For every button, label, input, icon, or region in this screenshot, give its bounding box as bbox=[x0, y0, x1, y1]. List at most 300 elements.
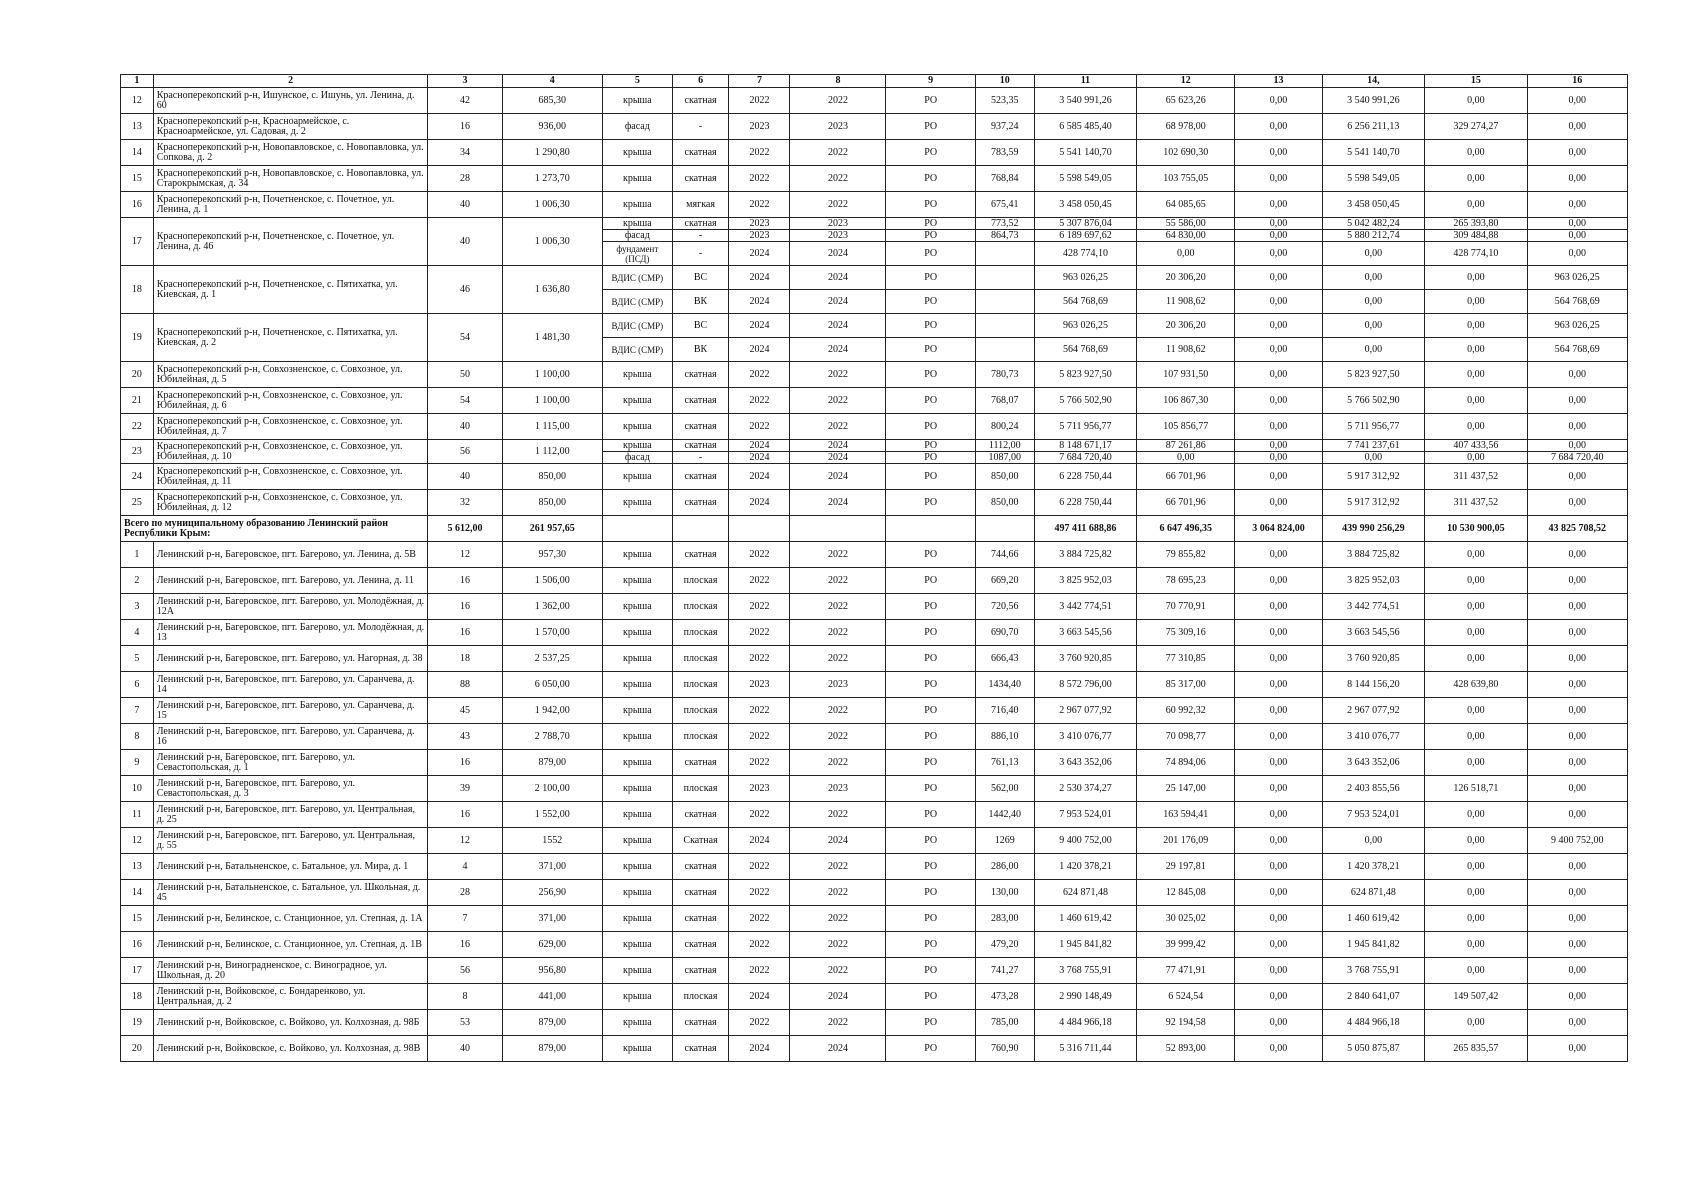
cell: 29 197,81 bbox=[1137, 854, 1235, 880]
cell: 741,27 bbox=[975, 958, 1034, 984]
cell: 52 893,00 bbox=[1137, 1036, 1235, 1062]
cell: скатная bbox=[672, 880, 729, 906]
cell: 3 884 725,82 bbox=[1034, 542, 1137, 568]
cell: 0,00 bbox=[1425, 388, 1528, 414]
table-row bbox=[121, 724, 1628, 750]
cell: 624 871,48 bbox=[1322, 880, 1425, 906]
cell: 45 bbox=[428, 698, 502, 724]
cell: ВДИС (СМР) bbox=[602, 314, 672, 338]
cell: 0,00 bbox=[1527, 984, 1627, 1010]
cell: 0,00 bbox=[1425, 452, 1528, 464]
cell: 0,00 bbox=[1527, 140, 1627, 166]
cell: 3 643 352,06 bbox=[1034, 750, 1137, 776]
cell: 0,00 bbox=[1235, 828, 1322, 854]
cell: 7 953 524,01 bbox=[1322, 802, 1425, 828]
row-number: 13 bbox=[121, 854, 154, 880]
cell: 2023 bbox=[729, 114, 790, 140]
cell: 2022 bbox=[729, 140, 790, 166]
address-cell: Красноперекопский р-н, Ишунское, с. Ишунь, ул. Ленина, д. 60 bbox=[153, 88, 428, 114]
cell: 0,00 bbox=[1235, 414, 1322, 440]
cell: 309 484,88 bbox=[1425, 230, 1528, 242]
cell: ВДИС (СМР) bbox=[602, 290, 672, 314]
table-row bbox=[121, 802, 1628, 828]
cell: 55 586,00 bbox=[1137, 218, 1235, 230]
cell: 64 085,65 bbox=[1137, 192, 1235, 218]
cell: 5 823 927,50 bbox=[1322, 362, 1425, 388]
cell: 4 484 966,18 bbox=[1322, 1010, 1425, 1036]
cell: скатная bbox=[672, 440, 729, 452]
address-cell: Красноперекопский р-н, Совхозненское, с. Совхозное, ул. Юбилейная, д. 12 bbox=[153, 490, 428, 516]
cell: 0,00 bbox=[1235, 166, 1322, 192]
table-row bbox=[121, 854, 1628, 880]
cell: 3 825 952,03 bbox=[1034, 568, 1137, 594]
cell: РО bbox=[886, 828, 975, 854]
cell: крыша bbox=[602, 932, 672, 958]
cell: РО bbox=[886, 414, 975, 440]
cell: 675,41 bbox=[975, 192, 1034, 218]
cell: 0,00 bbox=[1527, 646, 1627, 672]
column-header: 6 bbox=[672, 75, 729, 88]
cell: 106 867,30 bbox=[1137, 388, 1235, 414]
cell: РО bbox=[886, 440, 975, 452]
cell: 9 400 752,00 bbox=[1034, 828, 1137, 854]
cell: 5 598 549,05 bbox=[1322, 166, 1425, 192]
column-number-header bbox=[121, 75, 1628, 88]
cell: 0,00 bbox=[1425, 932, 1528, 958]
cell: 0,00 bbox=[1527, 958, 1627, 984]
cell: 0,00 bbox=[1527, 906, 1627, 932]
cell: 0,00 bbox=[1527, 88, 1627, 114]
cell: 2023 bbox=[729, 218, 790, 230]
cell: 2022 bbox=[729, 880, 790, 906]
cell: 34 bbox=[428, 140, 502, 166]
cell: крыша bbox=[602, 464, 672, 490]
table-row bbox=[121, 314, 1628, 338]
cell: 3 643 352,06 bbox=[1322, 750, 1425, 776]
cell: 0,00 bbox=[1527, 114, 1627, 140]
cell: плоская bbox=[672, 568, 729, 594]
cell: 0,00 bbox=[1425, 724, 1528, 750]
cell: 0,00 bbox=[1235, 854, 1322, 880]
cell: 3 768 755,91 bbox=[1034, 958, 1137, 984]
column-header: 16 bbox=[1527, 75, 1627, 88]
cell: 428 639,80 bbox=[1425, 672, 1528, 698]
cell: 963 026,25 bbox=[1527, 266, 1627, 290]
cell: фасад bbox=[602, 114, 672, 140]
cell: РО bbox=[886, 314, 975, 338]
cell: 2022 bbox=[729, 388, 790, 414]
cell: 564 768,69 bbox=[1527, 290, 1627, 314]
cell: 265 393,80 bbox=[1425, 218, 1528, 230]
table-row bbox=[121, 880, 1628, 906]
cell: 5 598 549,05 bbox=[1034, 166, 1137, 192]
cell: РО bbox=[886, 166, 975, 192]
cell: 4 484 966,18 bbox=[1034, 1010, 1137, 1036]
cell: 2022 bbox=[790, 646, 886, 672]
empty-cell bbox=[602, 516, 672, 542]
cell: 2022 bbox=[729, 166, 790, 192]
cell: 0,00 bbox=[1425, 362, 1528, 388]
cell: 20 306,20 bbox=[1137, 314, 1235, 338]
cell: 0,00 bbox=[1235, 230, 1322, 242]
cell: 2022 bbox=[790, 140, 886, 166]
address-cell: Ленинский р-н, Батальненское, с. Батальное, ул. Мира, д. 1 bbox=[153, 854, 428, 880]
cell: 0,00 bbox=[1527, 242, 1627, 266]
cell: крыша bbox=[602, 490, 672, 516]
cell: крыша bbox=[602, 802, 672, 828]
table-row bbox=[121, 490, 1628, 516]
empty-cell bbox=[672, 516, 729, 542]
cell: 5 307 876,04 bbox=[1034, 218, 1137, 230]
cell: 2024 bbox=[729, 242, 790, 266]
row-number: 12 bbox=[121, 88, 154, 114]
cell: 2022 bbox=[729, 958, 790, 984]
cell: плоская bbox=[672, 776, 729, 802]
row-number: 24 bbox=[121, 464, 154, 490]
cell: 936,00 bbox=[502, 114, 602, 140]
row-number: 12 bbox=[121, 828, 154, 854]
cell: 2022 bbox=[790, 854, 886, 880]
column-header: 12 bbox=[1137, 75, 1235, 88]
cell: 32 bbox=[428, 490, 502, 516]
cell: 265 835,57 bbox=[1425, 1036, 1528, 1062]
cell: 6 585 485,40 bbox=[1034, 114, 1137, 140]
cell: 3 768 755,91 bbox=[1322, 958, 1425, 984]
cell: 1442,40 bbox=[975, 802, 1034, 828]
cell: 3 442 774,51 bbox=[1322, 594, 1425, 620]
cell: ВДИС (СМР) bbox=[602, 338, 672, 362]
address-cell: Ленинский р-н, Белинское, с. Станционное, ул. Степная, д. 1А bbox=[153, 906, 428, 932]
address-cell: Ленинский р-н, Багеровское, пгт. Багерово, ул. Севастопольская, д. 3 bbox=[153, 776, 428, 802]
cell: 77 471,91 bbox=[1137, 958, 1235, 984]
cell: 3 410 076,77 bbox=[1322, 724, 1425, 750]
cell: 0,00 bbox=[1235, 984, 1322, 1010]
column-header: 15 bbox=[1425, 75, 1528, 88]
cell: РО bbox=[886, 958, 975, 984]
cell: 2 788,70 bbox=[502, 724, 602, 750]
cell: РО bbox=[886, 672, 975, 698]
cell: 3 540 991,26 bbox=[1034, 88, 1137, 114]
cell: крыша bbox=[602, 542, 672, 568]
cell: 2022 bbox=[790, 414, 886, 440]
cell: 0,00 bbox=[1425, 698, 1528, 724]
empty-cell bbox=[790, 516, 886, 542]
cell: 2022 bbox=[790, 958, 886, 984]
cell: фундамент (ПСД) bbox=[602, 242, 672, 266]
cell: 0,00 bbox=[1137, 452, 1235, 464]
cell: 0,00 bbox=[1235, 338, 1322, 362]
empty-cell bbox=[886, 516, 975, 542]
cell: 2022 bbox=[790, 88, 886, 114]
table-row bbox=[121, 620, 1628, 646]
row-number: 6 bbox=[121, 672, 154, 698]
cell: 1552 bbox=[502, 828, 602, 854]
cell: 3 540 991,26 bbox=[1322, 88, 1425, 114]
cell: 2023 bbox=[729, 776, 790, 802]
cell: 20 306,20 bbox=[1137, 266, 1235, 290]
document-sheet bbox=[120, 74, 1628, 1062]
column-header: 10 bbox=[975, 75, 1034, 88]
cell: 311 437,52 bbox=[1425, 490, 1528, 516]
cell: 2022 bbox=[729, 906, 790, 932]
table-row bbox=[121, 440, 1628, 452]
row-number: 19 bbox=[121, 1010, 154, 1036]
cell: 850,00 bbox=[502, 464, 602, 490]
cell: 2024 bbox=[729, 338, 790, 362]
cell: 2023 bbox=[729, 672, 790, 698]
cell: 40 bbox=[428, 414, 502, 440]
cell: 0,00 bbox=[1322, 452, 1425, 464]
cell: 5 316 711,44 bbox=[1034, 1036, 1137, 1062]
cell: РО bbox=[886, 932, 975, 958]
cell: 720,56 bbox=[975, 594, 1034, 620]
cell: 0,00 bbox=[1235, 906, 1322, 932]
address-cell: Красноперекопский р-н, Новопавловское, с. Новопавловка, ул. Старокрымская, д. 34 bbox=[153, 166, 428, 192]
cell: 371,00 bbox=[502, 854, 602, 880]
cell: 46 bbox=[428, 266, 502, 314]
cell: 957,30 bbox=[502, 542, 602, 568]
cell: 0,00 bbox=[1527, 1036, 1627, 1062]
cell: 12 bbox=[428, 542, 502, 568]
cell: 1 460 619,42 bbox=[1322, 906, 1425, 932]
row-number: 25 bbox=[121, 490, 154, 516]
cell: 28 bbox=[428, 166, 502, 192]
cell: 716,40 bbox=[975, 698, 1034, 724]
cell: скатная bbox=[672, 414, 729, 440]
cell: 0,00 bbox=[1425, 140, 1528, 166]
cell: крыша bbox=[602, 388, 672, 414]
cell: 0,00 bbox=[1527, 490, 1627, 516]
cell: ВС bbox=[672, 266, 729, 290]
cell: 28 bbox=[428, 880, 502, 906]
address-cell: Красноперекопский р-н, Почетненское, с. Пятихатка, ул. Киевская, д. 1 bbox=[153, 266, 428, 314]
cell: 0,00 bbox=[1235, 1036, 1322, 1062]
address-cell: Ленинский р-н, Багеровское, пгт. Багерово, ул. Ленина, д. 5В bbox=[153, 542, 428, 568]
cell: 2024 bbox=[729, 984, 790, 1010]
row-number: 15 bbox=[121, 906, 154, 932]
cell: 2022 bbox=[790, 880, 886, 906]
cell: 0,00 bbox=[1425, 646, 1528, 672]
cell: 12 bbox=[428, 828, 502, 854]
column-header: 2 bbox=[153, 75, 428, 88]
cell: 5 823 927,50 bbox=[1034, 362, 1137, 388]
cell: 2022 bbox=[790, 362, 886, 388]
cell: РО bbox=[886, 192, 975, 218]
address-cell: Ленинский р-н, Багеровское, пгт. Багерово, ул. Центральная, д. 25 bbox=[153, 802, 428, 828]
cell: 8 bbox=[428, 984, 502, 1010]
row-number: 1 bbox=[121, 542, 154, 568]
cell: 371,00 bbox=[502, 906, 602, 932]
cell: 0,00 bbox=[1527, 166, 1627, 192]
cell: 66 701,96 bbox=[1137, 490, 1235, 516]
cell: 800,24 bbox=[975, 414, 1034, 440]
cell: 3 760 920,85 bbox=[1034, 646, 1137, 672]
row-number: 2 bbox=[121, 568, 154, 594]
cell: 0,00 bbox=[1527, 542, 1627, 568]
row-number: 22 bbox=[121, 414, 154, 440]
cell: 2022 bbox=[729, 362, 790, 388]
cell: 2 840 641,07 bbox=[1322, 984, 1425, 1010]
cell: 2024 bbox=[729, 452, 790, 464]
cell: 3 064 824,00 bbox=[1235, 516, 1322, 542]
cell: 768,84 bbox=[975, 166, 1034, 192]
address-cell: Ленинский р-н, Войковское, с. Войково, ул. Колхозная, д. 98В bbox=[153, 1036, 428, 1062]
cell: 2 967 077,92 bbox=[1034, 698, 1137, 724]
cell: РО bbox=[886, 854, 975, 880]
cell: 5 711 956,77 bbox=[1034, 414, 1137, 440]
cell: 0,00 bbox=[1527, 362, 1627, 388]
cell: 92 194,58 bbox=[1137, 1010, 1235, 1036]
cell: скатная bbox=[672, 854, 729, 880]
cell: 1 945 841,82 bbox=[1034, 932, 1137, 958]
empty-cell bbox=[975, 516, 1034, 542]
address-cell: Красноперекопский р-н, Совхозненское, с. Совхозное, ул. Юбилейная, д. 11 bbox=[153, 464, 428, 490]
cell: 70 770,91 bbox=[1137, 594, 1235, 620]
cell: 2024 bbox=[790, 452, 886, 464]
repair-program-table bbox=[120, 74, 1628, 1062]
cell: 8 144 156,20 bbox=[1322, 672, 1425, 698]
cell: 0,00 bbox=[1527, 932, 1627, 958]
cell: 77 310,85 bbox=[1137, 646, 1235, 672]
cell: 0,00 bbox=[1235, 620, 1322, 646]
cell: 0,00 bbox=[1527, 218, 1627, 230]
cell: 6 050,00 bbox=[502, 672, 602, 698]
cell: 428 774,10 bbox=[1034, 242, 1137, 266]
cell: 0,00 bbox=[1322, 242, 1425, 266]
cell: крыша bbox=[602, 750, 672, 776]
cell: 2023 bbox=[790, 776, 886, 802]
cell: 2024 bbox=[729, 828, 790, 854]
cell: 0,00 bbox=[1235, 140, 1322, 166]
cell: 2022 bbox=[790, 1010, 886, 1036]
address-cell: Ленинский р-н, Войковское, с. Бондаренково, ул. Центральная, д. 2 bbox=[153, 984, 428, 1010]
cell: РО bbox=[886, 698, 975, 724]
cell: 256,90 bbox=[502, 880, 602, 906]
table-row bbox=[121, 698, 1628, 724]
cell: 2022 bbox=[729, 646, 790, 672]
row-number: 20 bbox=[121, 362, 154, 388]
cell: 0,00 bbox=[1235, 1010, 1322, 1036]
cell: 0,00 bbox=[1527, 620, 1627, 646]
cell: 1 636,80 bbox=[502, 266, 602, 314]
cell: 439 990 256,29 bbox=[1322, 516, 1425, 542]
cell: 1 420 378,21 bbox=[1322, 854, 1425, 880]
cell: 963 026,25 bbox=[1034, 314, 1137, 338]
cell: 5 541 140,70 bbox=[1034, 140, 1137, 166]
cell: 6 256 211,13 bbox=[1322, 114, 1425, 140]
cell: 2024 bbox=[790, 984, 886, 1010]
cell: 30 025,02 bbox=[1137, 906, 1235, 932]
cell: 0,00 bbox=[1235, 218, 1322, 230]
row-number: 14 bbox=[121, 880, 154, 906]
cell: 0,00 bbox=[1235, 490, 1322, 516]
cell bbox=[975, 338, 1034, 362]
cell: 1 100,00 bbox=[502, 362, 602, 388]
table-row bbox=[121, 542, 1628, 568]
cell: 0,00 bbox=[1322, 828, 1425, 854]
cell: 40 bbox=[428, 192, 502, 218]
table-row bbox=[121, 218, 1628, 230]
cell: 149 507,42 bbox=[1425, 984, 1528, 1010]
cell: 0,00 bbox=[1425, 290, 1528, 314]
cell: 2022 bbox=[790, 932, 886, 958]
cell: 16 bbox=[428, 114, 502, 140]
cell: 0,00 bbox=[1425, 568, 1528, 594]
cell: крыша bbox=[602, 880, 672, 906]
cell: 2022 bbox=[790, 594, 886, 620]
cell: 2022 bbox=[790, 542, 886, 568]
cell: 690,70 bbox=[975, 620, 1034, 646]
cell: РО bbox=[886, 880, 975, 906]
cell: 0,00 bbox=[1235, 958, 1322, 984]
address-cell: Красноперекопский р-н, Совхозненское, с. Совхозное, ул. Юбилейная, д. 6 bbox=[153, 388, 428, 414]
cell: 963 026,25 bbox=[1527, 314, 1627, 338]
cell: крыша bbox=[602, 414, 672, 440]
cell: 1 506,00 bbox=[502, 568, 602, 594]
cell: 760,90 bbox=[975, 1036, 1034, 1062]
cell: скатная bbox=[672, 490, 729, 516]
cell: 2 967 077,92 bbox=[1322, 698, 1425, 724]
cell: 0,00 bbox=[1527, 776, 1627, 802]
table-row bbox=[121, 984, 1628, 1010]
cell: крыша bbox=[602, 984, 672, 1010]
cell: скатная bbox=[672, 218, 729, 230]
cell: 4 bbox=[428, 854, 502, 880]
table-row bbox=[121, 192, 1628, 218]
cell: 3 458 050,45 bbox=[1322, 192, 1425, 218]
cell: Скатная bbox=[672, 828, 729, 854]
cell: 2022 bbox=[729, 620, 790, 646]
cell: 56 bbox=[428, 958, 502, 984]
cell: 0,00 bbox=[1235, 568, 1322, 594]
cell: 479,20 bbox=[975, 932, 1034, 958]
cell: 2022 bbox=[729, 724, 790, 750]
table-row bbox=[121, 932, 1628, 958]
cell: 3 663 545,56 bbox=[1322, 620, 1425, 646]
cell: 0,00 bbox=[1527, 1010, 1627, 1036]
cell: скатная bbox=[672, 88, 729, 114]
cell: крыша bbox=[602, 568, 672, 594]
cell: 0,00 bbox=[1425, 750, 1528, 776]
cell: 12 845,08 bbox=[1137, 880, 1235, 906]
cell: 2024 bbox=[790, 266, 886, 290]
cell: 2024 bbox=[790, 828, 886, 854]
cell: 39 999,42 bbox=[1137, 932, 1235, 958]
cell: 2024 bbox=[790, 242, 886, 266]
cell: 0,00 bbox=[1527, 230, 1627, 242]
address-cell: Ленинский р-н, Багеровское, пгт. Багерово, ул. Ленина, д. 11 bbox=[153, 568, 428, 594]
cell: - bbox=[672, 242, 729, 266]
cell: 0,00 bbox=[1527, 464, 1627, 490]
cell: 126 518,71 bbox=[1425, 776, 1528, 802]
address-cell: Красноперекопский р-н, Совхозненское, с. Совхозное, ул. Юбилейная, д. 10 bbox=[153, 440, 428, 464]
address-cell: Ленинский р-н, Багеровское, пгт. Багерово, ул. Севастопольская, д. 1 bbox=[153, 750, 428, 776]
cell: - bbox=[672, 230, 729, 242]
cell: крыша bbox=[602, 958, 672, 984]
cell: РО bbox=[886, 984, 975, 1010]
column-header: 13 bbox=[1235, 75, 1322, 88]
cell: 2022 bbox=[729, 932, 790, 958]
cell: 2 403 855,56 bbox=[1322, 776, 1425, 802]
cell: скатная bbox=[672, 802, 729, 828]
cell: 7 684 720,40 bbox=[1527, 452, 1627, 464]
cell: 75 309,16 bbox=[1137, 620, 1235, 646]
cell: 40 bbox=[428, 464, 502, 490]
cell: 0,00 bbox=[1425, 266, 1528, 290]
cell: 0,00 bbox=[1235, 242, 1322, 266]
cell: крыша bbox=[602, 166, 672, 192]
cell: 963 026,25 bbox=[1034, 266, 1137, 290]
